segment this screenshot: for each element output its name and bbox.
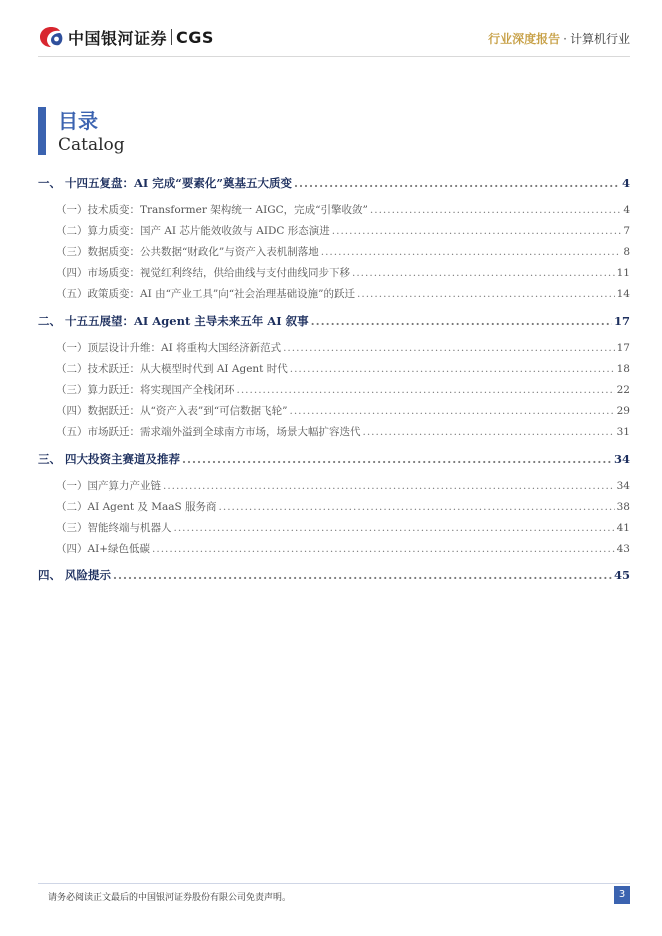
toc-section-entry[interactable] [38, 313, 630, 329]
toc-entry-title: （二）AI Agent 及 MaaS 服务商 [56, 501, 217, 513]
toc-dot-leader [363, 426, 615, 438]
toc-page-number: 17 [613, 314, 630, 328]
toc-subsection-entry[interactable] [38, 403, 630, 418]
toc-subsection-entry[interactable] [38, 244, 630, 259]
toc-page-number: 38 [616, 501, 630, 513]
toc-page-number: 17 [616, 342, 630, 354]
toc-page-number: 31 [616, 426, 630, 438]
toc-dot-leader [294, 176, 620, 190]
report-category: 行业深度报告 [488, 32, 561, 46]
toc-dot-leader [352, 267, 615, 279]
toc-entry-title: （五）市场跃迁：需求端外溢到全球南方市场，场景大幅扩容迭代 [56, 426, 361, 438]
toc-entry-title: （三）数据质变：公共数据“财政化”与资产入表机制落地 [56, 246, 319, 258]
toc-page-number: 45 [613, 568, 630, 582]
toc-subsection-entry[interactable] [38, 340, 630, 355]
toc-subsection-entry[interactable] [38, 478, 630, 493]
toc-entry-title: 一、 十四五复盘：AI 完成“要素化”奠基五大质变 [38, 176, 293, 190]
toc-page-number: 8 [623, 246, 630, 258]
toc-subsection-entry[interactable] [38, 361, 630, 376]
toc-entry-title: （一）顶层设计升维：AI 将重构大国经济新范式 [56, 342, 282, 354]
toc-page-number: 22 [616, 384, 630, 396]
toc-subsection-entry[interactable] [38, 223, 630, 238]
toc-dot-leader [290, 363, 615, 375]
toc-dot-leader [182, 452, 612, 466]
logo-english-name: CGS [176, 27, 214, 47]
footer-divider [38, 883, 630, 884]
toc-subsection-entry[interactable] [38, 202, 630, 217]
page-subtitle: Catalog [58, 135, 125, 155]
toc-dot-leader [219, 501, 615, 513]
toc-entry-title: （五）政策质变：AI 由“产业工具”向“社会治理基础设施”的跃迁 [56, 288, 356, 300]
toc-page-number: 18 [616, 363, 630, 375]
toc-dot-leader [289, 405, 614, 417]
toc-entry-title: 三、 四大投资主赛道及推荐 [38, 452, 181, 466]
toc-dot-leader [311, 314, 612, 328]
report-separator: · [563, 32, 567, 46]
toc-section-entry[interactable] [38, 451, 630, 467]
logo-chinese-name: 中国银河证券 [68, 28, 168, 48]
toc-entry-title: 二、 十五五展望：AI Agent 主导未来五年 AI 叙事 [38, 314, 309, 328]
toc-subsection-entry[interactable] [38, 541, 630, 556]
report-type-label [488, 30, 630, 47]
title-accent-bar [38, 107, 46, 155]
toc-entry-title: （四）数据跃迁：从“资产入表”到“可信数据飞轮” [56, 405, 288, 417]
toc-page-number: 41 [616, 522, 630, 534]
header-divider [38, 56, 630, 57]
page-title: 目录 [58, 109, 98, 133]
toc-page-number: 43 [616, 543, 630, 555]
toc-entry-title: （二）技术跃迁：从大模型时代到 AI Agent 时代 [56, 363, 288, 375]
company-logo [38, 25, 214, 49]
toc-page-number: 14 [616, 288, 630, 300]
logo-divider [171, 29, 172, 45]
toc-dot-leader [332, 225, 622, 237]
toc-page-number: 4 [623, 204, 630, 216]
toc-entry-title: （一）国产算力产业链 [56, 480, 161, 492]
toc-subsection-entry[interactable] [38, 265, 630, 280]
toc-section-entry[interactable] [38, 567, 630, 583]
toc-dot-leader [321, 246, 622, 258]
cgs-logo-icon [38, 25, 64, 49]
page-header [0, 0, 662, 60]
page-number: 3 [614, 886, 630, 904]
toc-page-number: 34 [613, 452, 630, 466]
toc-dot-leader [113, 568, 612, 582]
toc-page-number: 34 [616, 480, 630, 492]
toc-section-entry[interactable] [38, 175, 630, 191]
toc-dot-leader [152, 543, 615, 555]
toc-dot-leader [163, 480, 615, 492]
toc-subsection-entry[interactable] [38, 499, 630, 514]
toc-entry-title: （一）技术质变：Transformer 架构统一 AIGC，完成“引擎收敛” [56, 204, 368, 216]
toc-entry-title: （二）算力质变：国产 AI 芯片能效收敛与 AIDC 形态演进 [56, 225, 330, 237]
toc-entry-title: （四）AI+绿色低碳 [56, 543, 151, 555]
toc-subsection-entry[interactable] [38, 520, 630, 535]
toc-dot-leader [370, 204, 621, 216]
toc-page-number: 29 [616, 405, 630, 417]
toc-entry-title: 四、 风险提示 [38, 568, 112, 582]
toc-dot-leader [237, 384, 615, 396]
toc-entry-title: （三）智能终端与机器人 [56, 522, 172, 534]
toc-subsection-entry[interactable] [38, 382, 630, 397]
toc-subsection-entry[interactable] [38, 424, 630, 439]
toc-page-number: 4 [621, 176, 630, 190]
toc-dot-leader [283, 342, 615, 354]
toc-entry-title: （四）市场质变：视觉红利终结，供给曲线与支付曲线同步下移 [56, 267, 350, 279]
industry-name: 计算机行业 [569, 32, 630, 46]
toc-dot-leader [357, 288, 615, 300]
footer-disclaimer: 请务必阅读正文最后的中国银河证券股份有限公司免责声明。 [48, 893, 292, 903]
toc-page-number: 7 [623, 225, 630, 237]
toc-subsection-entry[interactable] [38, 286, 630, 301]
toc-entry-title: （三）算力跃迁：将实现国产全栈闭环 [56, 384, 235, 396]
toc-page-number: 11 [616, 267, 630, 279]
toc-dot-leader [174, 522, 615, 534]
